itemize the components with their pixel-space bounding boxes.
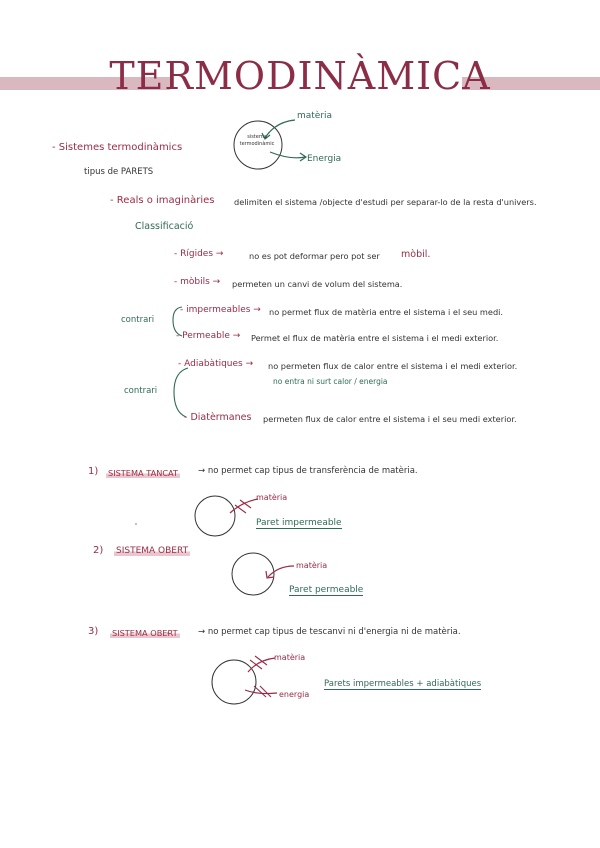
desc-diatermanes: permeten flux de calor entre el sistema i el seu medi exterior. [263,414,517,424]
system-3-arrow-label-2: energia [279,690,310,699]
circle-label-intro: sistema termodinàmic [239,134,275,147]
system-3-wall: Parets impermeables + adiabàtiques [324,679,482,689]
brace-label-2: contrari [124,386,158,396]
term-impermeables: - impermeables → [180,305,261,315]
term-mobils: - mòbils → [174,277,221,287]
note-adiabatiques: no entra ni surt calor / energia [273,377,388,386]
desc-permeable: Permet el flux de matèria entre el sistema i el medi exterior. [251,333,499,343]
desc-reals: delimiten el sistema /objecte d'estudi per separar-lo de la resta d'univers. [234,197,537,207]
system-3-desc: → no permet cap tipus de tescanvi ni d'energia ni de matèria. [198,627,461,637]
term-diatermanes: - Diatèrmanes [184,412,252,423]
system-3-arrow-label-1: matèria [274,653,306,662]
desc-mobils: permeten un canvi de volum del sistema. [232,279,403,289]
system-3-name-wrap [110,628,180,638]
system-circle-1 [195,496,235,536]
term-rigides: - Rígides → [174,249,224,259]
desc-adiabatiques: no permeten flux de calor entre el sistema i el medi exterior. [268,361,518,371]
system-circle-3 [212,660,256,704]
system-1-name: SISTEMA TANCAT [108,468,179,478]
label-materia-intro: matèria [297,111,333,121]
brace-label-1: contrari [121,315,155,325]
classification-heading: Classificació [135,221,194,232]
arrow-matter-2 [268,566,294,577]
system-2-arrow-label: matèria [296,561,328,570]
system-circle-2 [232,553,274,595]
term-reals: - Reals o imaginàries [110,195,215,206]
system-1-arrow-label: matèria [256,493,288,502]
page-title: TERMODINÀMICA [109,54,491,98]
system-3-name: SISTEMA OBERT [112,628,178,638]
system-3-number: 3) [88,626,99,637]
system-2-wall-wrap [289,585,363,595]
system-1-wall-wrap [256,518,342,528]
system-3-wall-wrap [324,679,481,689]
arrow-out-energy [270,152,305,158]
term-adiabatiques: - Adiabàtiques → [178,359,254,369]
brace-2 [174,368,188,417]
system-1-desc: → no permet cap tipus de transferència de matèria. [198,466,418,476]
system-1-number: 1) [88,466,99,477]
system-2-number: 2) [93,545,104,556]
system-2-name: SISTEMA OBERT [116,546,189,556]
term-permeable: - Permeable → [176,331,241,341]
label-energia-intro: Energia [307,154,342,164]
system-1-wall: Paret impermeable [256,518,342,528]
subheading-parets: tipus de PARETS [84,167,154,177]
dot-mark-1 [135,523,137,525]
system-2-wall: Paret permeable [289,585,364,595]
desc-impermeables: no permet flux de matèria entre el sistema i el seu medi. [269,307,504,317]
heading-sistemes: - Sistemes termodinàmics [52,142,183,153]
system-2-name-wrap [114,546,190,556]
extra-mobil: mòbil. [401,249,431,260]
system-1-name-wrap [106,468,180,478]
desc-rigides: no es pot deformar pero pot ser [249,251,380,261]
